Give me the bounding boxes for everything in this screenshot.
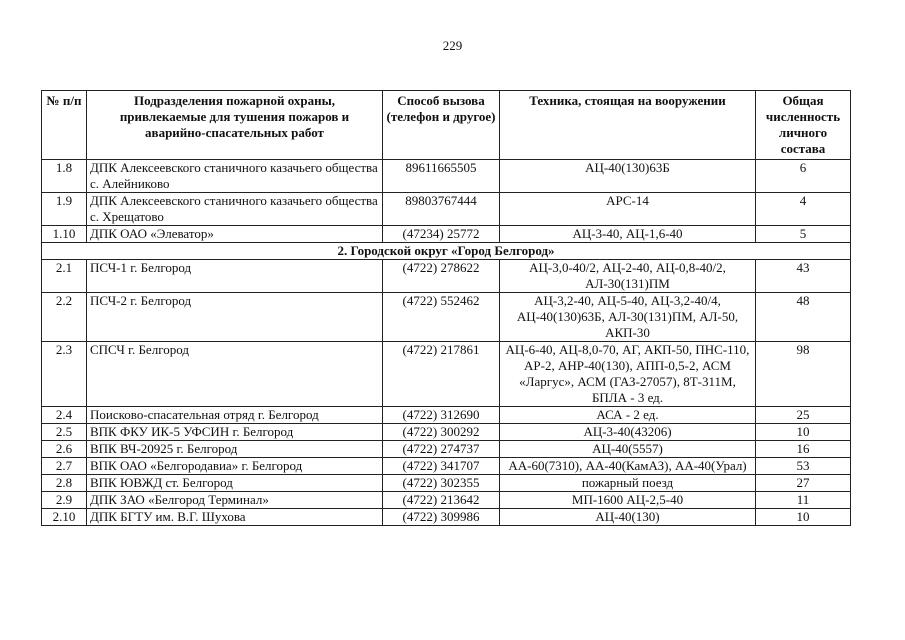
section-row [42, 243, 851, 260]
row-num-cell: 1.8 [42, 160, 87, 193]
row-equipment-cell: АЦ-3-40(43206) [500, 424, 756, 441]
row-unit-cell: ДПК БГТУ им. В.Г. Шухова [87, 509, 383, 526]
row-num-cell: 2.3 [42, 342, 87, 407]
row-staff-cell: 6 [756, 160, 851, 193]
table-row [42, 441, 851, 458]
row-num-cell: 2.8 [42, 475, 87, 492]
row-call-cell: (4722) 274737 [383, 441, 500, 458]
table-row [42, 342, 851, 407]
row-unit-cell: ВПК ВЧ-20925 г. Белгород [87, 441, 383, 458]
row-equipment-cell: АЦ-3,0-40/2, АЦ-2-40, АЦ-0,8-40/2, АЛ-30(131)ПМ [500, 260, 756, 293]
row-staff-cell: 98 [756, 342, 851, 407]
row-call-cell: (4722) 312690 [383, 407, 500, 424]
row-call-cell: 89803767444 [383, 193, 500, 226]
row-num-cell: 2.10 [42, 509, 87, 526]
row-unit-cell: ДПК ЗАО «Белгород Терминал» [87, 492, 383, 509]
row-call-cell: (4722) 552462 [383, 293, 500, 342]
table-row [42, 492, 851, 509]
row-unit-cell: Поисково-спасательная отряд г. Белгород [87, 407, 383, 424]
row-num-cell: 2.7 [42, 458, 87, 475]
row-num-cell: 2.4 [42, 407, 87, 424]
row-unit-cell: ДПК ОАО «Элеватор» [87, 226, 383, 243]
header-num: № п/п [42, 91, 87, 160]
row-call-cell: (4722) 341707 [383, 458, 500, 475]
table-row [42, 475, 851, 492]
row-call-cell: (4722) 300292 [383, 424, 500, 441]
row-equipment-cell: АЦ-40(130) [500, 509, 756, 526]
row-call-cell: 89611665505 [383, 160, 500, 193]
table-row [42, 293, 851, 342]
row-call-cell: (4722) 278622 [383, 260, 500, 293]
row-unit-cell: ПСЧ-2 г. Белгород [87, 293, 383, 342]
row-num-cell: 1.10 [42, 226, 87, 243]
row-staff-cell: 10 [756, 509, 851, 526]
row-unit-cell: ВПК ОАО «Белгородавиа» г. Белгород [87, 458, 383, 475]
table-row [42, 160, 851, 193]
row-unit-cell: ВПК ЮВЖД ст. Белгород [87, 475, 383, 492]
rows-before [42, 160, 851, 243]
row-staff-cell: 16 [756, 441, 851, 458]
rows-after [42, 260, 851, 526]
row-unit-cell: ДПК Алексеевского станичного казачьего общества с. Хрещатово [87, 193, 383, 226]
row-staff-cell: 4 [756, 193, 851, 226]
table-row [42, 458, 851, 475]
page-number: 229 [442, 38, 463, 53]
row-equipment-cell: АЦ-40(130)63Б [500, 160, 756, 193]
row-equipment-cell: АЦ-6-40, АЦ-8,0-70, АГ, АКП-50, ПНС-110, АР-2, АНР-40(130), АПП-0,5-2, АСМ «Ларгус», АСМ (ГАЗ-27057), 8Т-311М, БПЛА - 3 ед. [500, 342, 756, 407]
table-row [42, 260, 851, 293]
row-equipment-cell: АСА - 2 ед. [500, 407, 756, 424]
row-call-cell: (4722) 302355 [383, 475, 500, 492]
row-staff-cell: 53 [756, 458, 851, 475]
row-call-cell: (47234) 25772 [383, 226, 500, 243]
row-staff-cell: 25 [756, 407, 851, 424]
row-unit-cell: ПСЧ-1 г. Белгород [87, 260, 383, 293]
row-staff-cell: 43 [756, 260, 851, 293]
row-unit-cell: ВПК ФКУ ИК-5 УФСИН г. Белгород [87, 424, 383, 441]
header-unit: Подразделения пожарной охраны, привлекаемые для тушения пожаров и аварийно-спасательных работ [87, 91, 383, 160]
row-equipment-cell: АЦ-40(5557) [500, 441, 756, 458]
header-staff: Общая численность личного состава [756, 91, 851, 160]
table-header-row [42, 91, 851, 160]
header-equipment: Техника, стоящая на вооружении [500, 91, 756, 160]
row-equipment-cell: МП-1600 АЦ-2,5-40 [500, 492, 756, 509]
row-staff-cell: 48 [756, 293, 851, 342]
row-equipment-cell: АЦ-3-40, АЦ-1,6-40 [500, 226, 756, 243]
header-call: Способ вызова (телефон и другое) [383, 91, 500, 160]
row-unit-cell: СПСЧ г. Белгород [87, 342, 383, 407]
table-row [42, 193, 851, 226]
table-row [42, 407, 851, 424]
row-staff-cell: 27 [756, 475, 851, 492]
row-staff-cell: 5 [756, 226, 851, 243]
row-num-cell: 2.2 [42, 293, 87, 342]
row-num-cell: 2.5 [42, 424, 87, 441]
row-unit-cell: ДПК Алексеевского станичного казачьего общества с. Алейниково [87, 160, 383, 193]
table-row [42, 226, 851, 243]
row-num-cell: 2.9 [42, 492, 87, 509]
row-equipment-cell: АЦ-3,2-40, АЦ-5-40, АЦ-3,2-40/4, АЦ-40(130)63Б, АЛ-30(131)ПМ, АЛ-50, АКП-30 [500, 293, 756, 342]
section-title: 2. Городской округ «Город Белгород» [42, 243, 851, 260]
row-num-cell: 2.6 [42, 441, 87, 458]
row-call-cell: (4722) 213642 [383, 492, 500, 509]
row-equipment-cell: пожарный поезд [500, 475, 756, 492]
row-num-cell: 2.1 [42, 260, 87, 293]
row-num-cell: 1.9 [42, 193, 87, 226]
table-row [42, 424, 851, 441]
fire-units-table [41, 90, 851, 526]
row-staff-cell: 11 [756, 492, 851, 509]
table-row [42, 509, 851, 526]
row-equipment-cell: АА-60(7310), АА-40(КамАЗ), АА-40(Урал) [500, 458, 756, 475]
row-call-cell: (4722) 217861 [383, 342, 500, 407]
row-equipment-cell: АРС-14 [500, 193, 756, 226]
row-call-cell: (4722) 309986 [383, 509, 500, 526]
row-staff-cell: 10 [756, 424, 851, 441]
